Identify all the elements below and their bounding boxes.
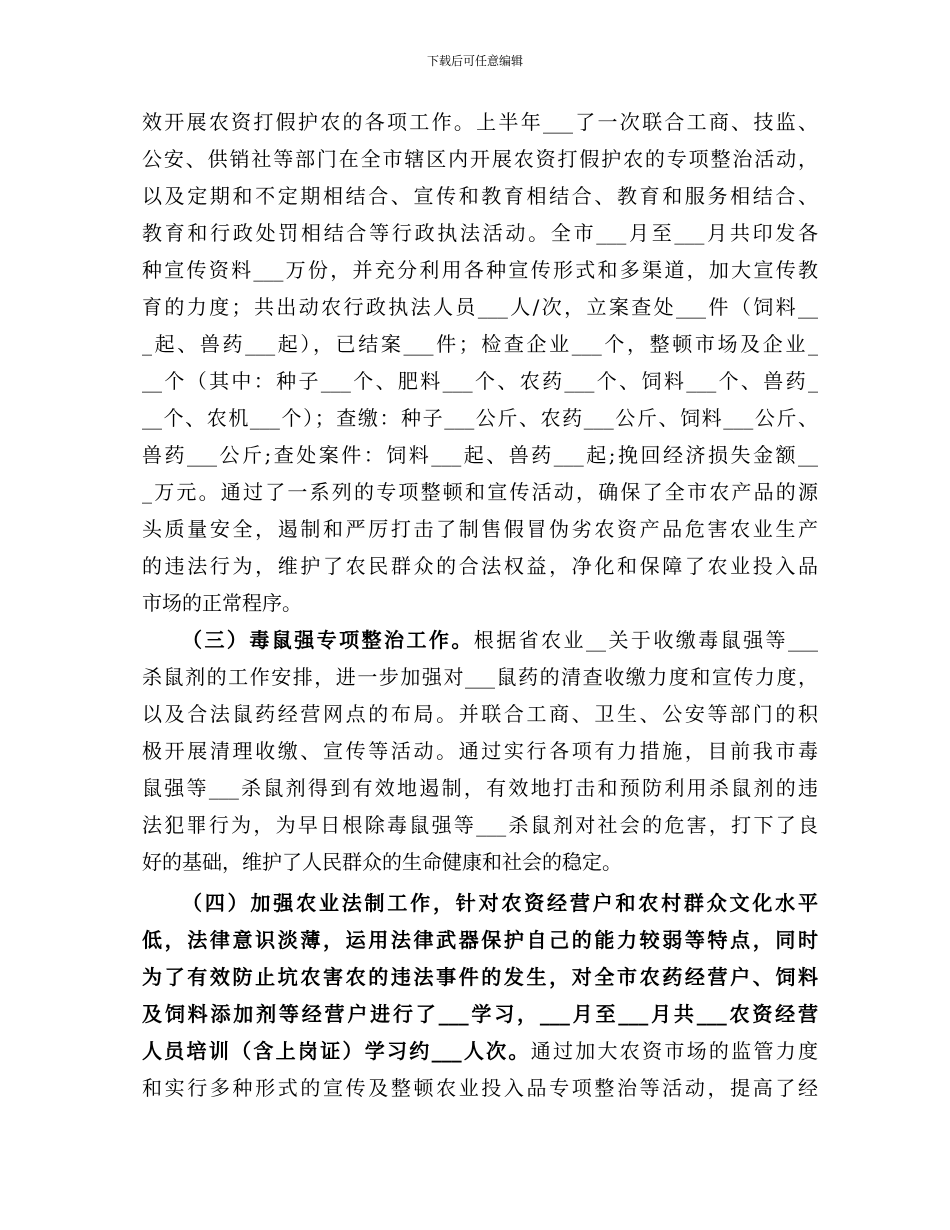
section-3-heading: （三）毒鼠强专项整治工作。	[182, 628, 474, 652]
paragraph-line: __个、农机___个）；查缴：种子___公斤、农药___公斤、饲料___公斤、	[142, 406, 818, 430]
paragraph-line: 公安、供销社等部门在全市辖区内开展农资打假护农的专项整治活动，	[142, 147, 818, 171]
paragraph-line: 育的力度；共出动农行政执法人员___人/次，立案查处___件（饲料__	[142, 295, 818, 319]
section-4-heading-line: （四）加强农业法制工作，针对农资经营户和农村群众文化水平	[182, 891, 818, 915]
section-4-bold-line: 为了有效防止坑农害农的违法事件的发生，对全市农药经营户、饲料	[142, 965, 818, 989]
section-3-first-line-text: 根据省农业__关于收缴毒鼠强等___	[473, 628, 818, 652]
paragraph-line: _万元。通过了一系列的专项整顿和宣传活动，确保了全市农产品的源	[142, 480, 818, 504]
paragraph-line: 市场的正常程序。	[142, 591, 302, 615]
paragraph-line: 以及合法鼠药经营网点的布局。并联合工商、卫生、公安等部门的积	[142, 702, 818, 726]
section-2-continuation	[142, 104, 818, 622]
paragraph-line: 好的基础，维护了人民群众的生命健康和社会的稳定。	[142, 850, 622, 874]
page-header: 下载后可任意编辑	[426, 54, 523, 68]
section-4-bold-line: 低，法律意识淡薄，运用法律武器保护自己的能力较弱等特点，同时	[142, 928, 818, 952]
paragraph-line: 法犯罪行为，为早日根除毒鼠强等___杀鼠剂对社会的危害，打下了良	[142, 813, 818, 837]
paragraph-line: 以及定期和不定期相结合、宣传和教育相结合、教育和服务相结合、	[142, 184, 818, 208]
paragraph-line: 头质量安全，遏制和严厉打击了制售假冒伪劣农资产品危害农业生产	[142, 517, 818, 541]
paragraph-line: 极开展清理收缴、宣传等活动。通过实行各项有力措施，目前我市毒	[142, 739, 818, 763]
section-4	[142, 885, 818, 1107]
paragraph-line: 效开展农资打假护农的各项工作。上半年___了一次联合工商、技监、	[142, 110, 818, 134]
paragraph-line: 兽药___公斤;查处案件：饲料___起、兽药___起;挽回经济损失金额__	[142, 443, 818, 467]
section-4-normal-fragment: 通过加大农资市场的监管力度	[530, 1039, 818, 1063]
paragraph-line: 鼠强等___杀鼠剂得到有效地遏制，有效地打击和预防利用杀鼠剂的违	[142, 776, 818, 800]
paragraph-line: __个（其中：种子___个、肥料___个、农药___个、饲料___个、兽药_	[142, 369, 818, 393]
paragraph-line: 杀鼠剂的工作安排，进一步加强对___鼠药的清查收缴力度和宣传力度，	[142, 665, 818, 689]
paragraph-line: 种宣传资料___万份，并充分利用各种宣传形式和多渠道，加大宣传教	[142, 258, 818, 282]
section-3	[142, 622, 818, 881]
section-4-bold-fragment: 人员培训（含上岗证）学习约___人次。	[142, 1039, 531, 1063]
section-4-bold-line: 及饲料添加剂等经营户进行了___学习，___月至___月共___农资经营	[142, 1002, 818, 1026]
paragraph-line: 的违法行为，维护了农民群众的合法权益，净化和保障了农业投入品	[142, 554, 818, 578]
document-body	[142, 104, 818, 1107]
paragraph-line: _起、兽药___起），已结案___件；检查企业___个，整顿市场及企业_	[142, 332, 818, 356]
paragraph-line: 教育和行政处罚相结合等行政执法活动。全市___月至___月共印发各	[142, 221, 818, 245]
section-4-mixed-line	[142, 1033, 818, 1070]
paragraph-line: 和实行多种形式的宣传及整顿农业投入品专项整治等活动，提高了经	[142, 1076, 818, 1100]
section-3-first-line	[142, 622, 818, 659]
